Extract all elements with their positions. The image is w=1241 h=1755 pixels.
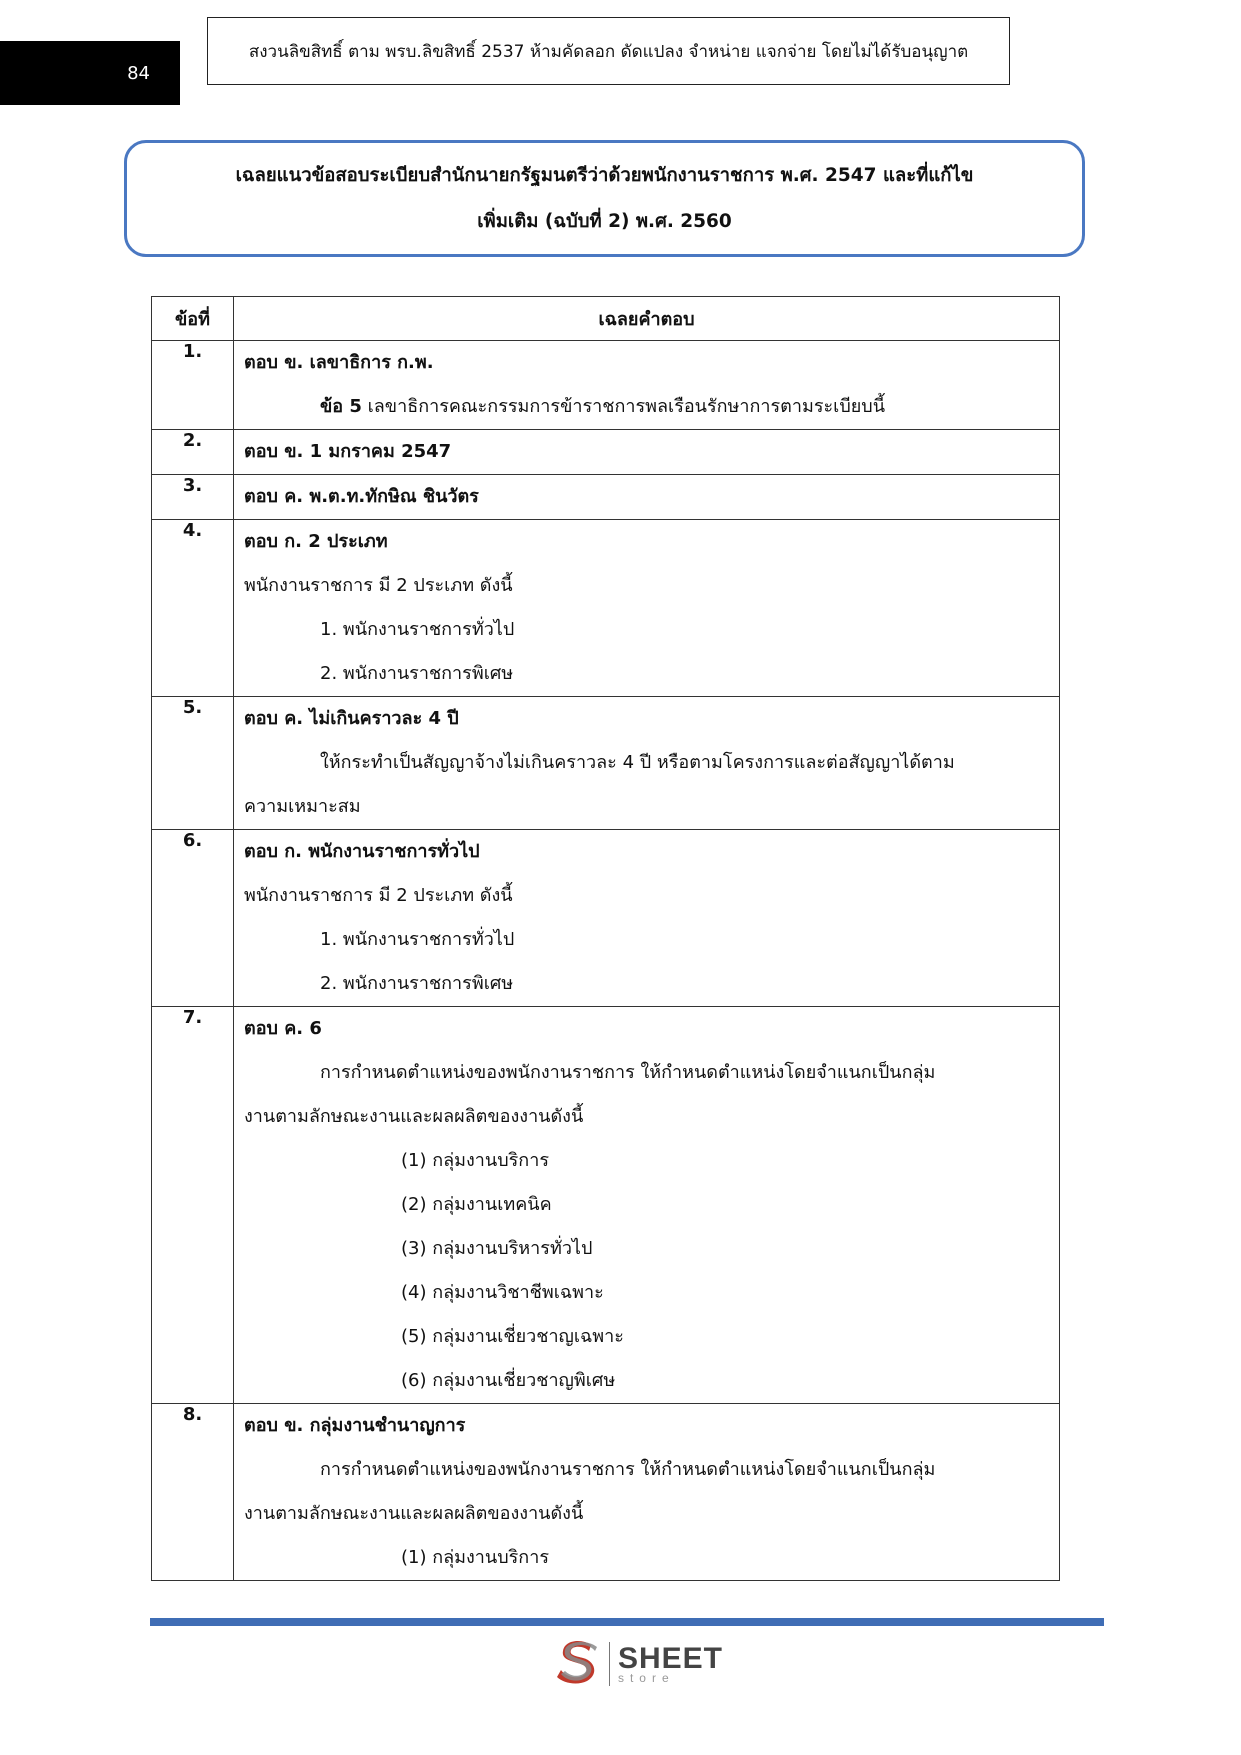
question-number: 6. [152, 830, 234, 1007]
list-item: (3) กลุ่มงานบริหารทั่วไป [401, 1238, 593, 1259]
document-title [124, 140, 1085, 257]
table-row [152, 475, 1060, 520]
answer-cell [234, 830, 1060, 1007]
explanation-line: งานตามลักษณะงานและผลผลิตของงานดังนี้ [244, 1503, 584, 1524]
sheet-store-logo [553, 1635, 723, 1693]
logo-text [618, 1644, 723, 1684]
footer-rule [150, 1618, 1104, 1626]
question-number: 4. [152, 520, 234, 697]
answer-choice: ตอบ ก. 2 ประเภท [244, 531, 388, 552]
logo-main-text: SHEET [617, 1642, 723, 1675]
table-row [152, 1404, 1060, 1581]
explanation-line: พนักงานราชการ มี 2 ประเภท ดังนี้ [244, 575, 513, 596]
table-row [152, 341, 1060, 430]
answer-choice: ตอบ ค. พ.ต.ท.ทักษิณ ชินวัตร [244, 486, 479, 507]
table-row [152, 430, 1060, 475]
list-item: (4) กลุ่มงานวิชาชีพเฉพาะ [401, 1282, 604, 1303]
explanation-line: 2. พนักงานราชการพิเศษ [320, 973, 514, 994]
title-line-2: เพิ่มเติม (ฉบับที่ 2) พ.ศ. 2560 [477, 210, 732, 232]
answer-cell [234, 1007, 1060, 1404]
question-number: 1. [152, 341, 234, 430]
clause-text: เลขาธิการคณะกรรมการข้าราชการพลเรือนรักษาการตามระเบียบนี้ [361, 396, 886, 417]
answer-choice: ตอบ ก. พนักงานราชการทั่วไป [244, 841, 480, 862]
list-item: (6) กลุ่มงานเชี่ยวชาญพิเศษ [401, 1370, 616, 1391]
answer-choice: ตอบ ข. กลุ่มงานชำนาญการ [244, 1415, 466, 1436]
explanation-line: งานตามลักษณะงานและผลผลิตของงานดังนี้ [244, 1106, 584, 1127]
list-item: (1) กลุ่มงานบริการ [401, 1547, 549, 1568]
answer-cell [234, 520, 1060, 697]
explanation-line: 1. พนักงานราชการทั่วไป [320, 619, 515, 640]
page-number: 84 [0, 41, 180, 105]
clause-reference: ข้อ 5 [320, 396, 362, 417]
answer-choice: ตอบ ค. ไม่เกินคราวละ 4 ปี [244, 708, 459, 729]
answer-cell [234, 1404, 1060, 1581]
table-row [152, 1007, 1060, 1404]
answer-cell [234, 697, 1060, 830]
sheet-store-s-logo-icon [553, 1637, 603, 1691]
explanation-line: 2. พนักงานราชการพิเศษ [320, 663, 514, 684]
explanation-line: 1. พนักงานราชการทั่วไป [320, 929, 515, 950]
list-item: (5) กลุ่มงานเชี่ยวชาญเฉพาะ [401, 1326, 624, 1347]
table-row [152, 830, 1060, 1007]
answer-choice: ตอบ ค. 6 [244, 1018, 322, 1039]
question-number: 7. [152, 1007, 234, 1404]
explanation-line: พนักงานราชการ มี 2 ประเภท ดังนี้ [244, 885, 513, 906]
header-answer: เฉลยคำตอบ [234, 297, 1060, 341]
list-item: (1) กลุ่มงานบริการ [401, 1150, 549, 1171]
question-number: 8. [152, 1404, 234, 1581]
logo-sub-text: store [617, 1671, 675, 1685]
title-line-1: เฉลยแนวข้อสอบระเบียบสำนักนายกรัฐมนตรีว่าด้วยพนักงานราชการ พ.ศ. 2547 และที่แก้ไข [235, 164, 974, 186]
explanation-line: การกำหนดตำแหน่งของพนักงานราชการ ให้กำหนดตำแหน่งโดยจำแนกเป็นกลุ่ม [320, 1459, 936, 1480]
explanation-line: ให้กระทำเป็นสัญญาจ้างไม่เกินคราวละ 4 ปี หรือตามโครงการและต่อสัญญาได้ตาม [320, 752, 955, 773]
table-row [152, 520, 1060, 697]
logo-divider [609, 1642, 610, 1686]
answer-cell [234, 475, 1060, 520]
answer-choice: ตอบ ข. 1 มกราคม 2547 [244, 441, 452, 462]
question-number: 3. [152, 475, 234, 520]
answer-cell [234, 341, 1060, 430]
copyright-notice: สงวนลิขสิทธิ์ ตาม พรบ.ลิขสิทธิ์ 2537 ห้ามคัดลอก ดัดแปลง จำหน่าย แจกจ่าย โดยไม่ได้รับอนุญาต [207, 17, 1010, 85]
explanation-line: การกำหนดตำแหน่งของพนักงานราชการ ให้กำหนดตำแหน่งโดยจำแนกเป็นกลุ่ม [320, 1062, 936, 1083]
question-number: 5. [152, 697, 234, 830]
list-item: (2) กลุ่มงานเทคนิค [401, 1194, 552, 1215]
question-number: 2. [152, 430, 234, 475]
answer-cell [234, 430, 1060, 475]
explanation-line: ความเหมาะสม [244, 796, 361, 817]
header-question-no: ข้อที่ [152, 297, 234, 341]
table-header-row [152, 297, 1060, 341]
answer-choice: ตอบ ข. เลขาธิการ ก.พ. [244, 352, 434, 373]
table-row [152, 697, 1060, 830]
explanation-line [234, 385, 1059, 429]
answer-table [151, 296, 1060, 1581]
